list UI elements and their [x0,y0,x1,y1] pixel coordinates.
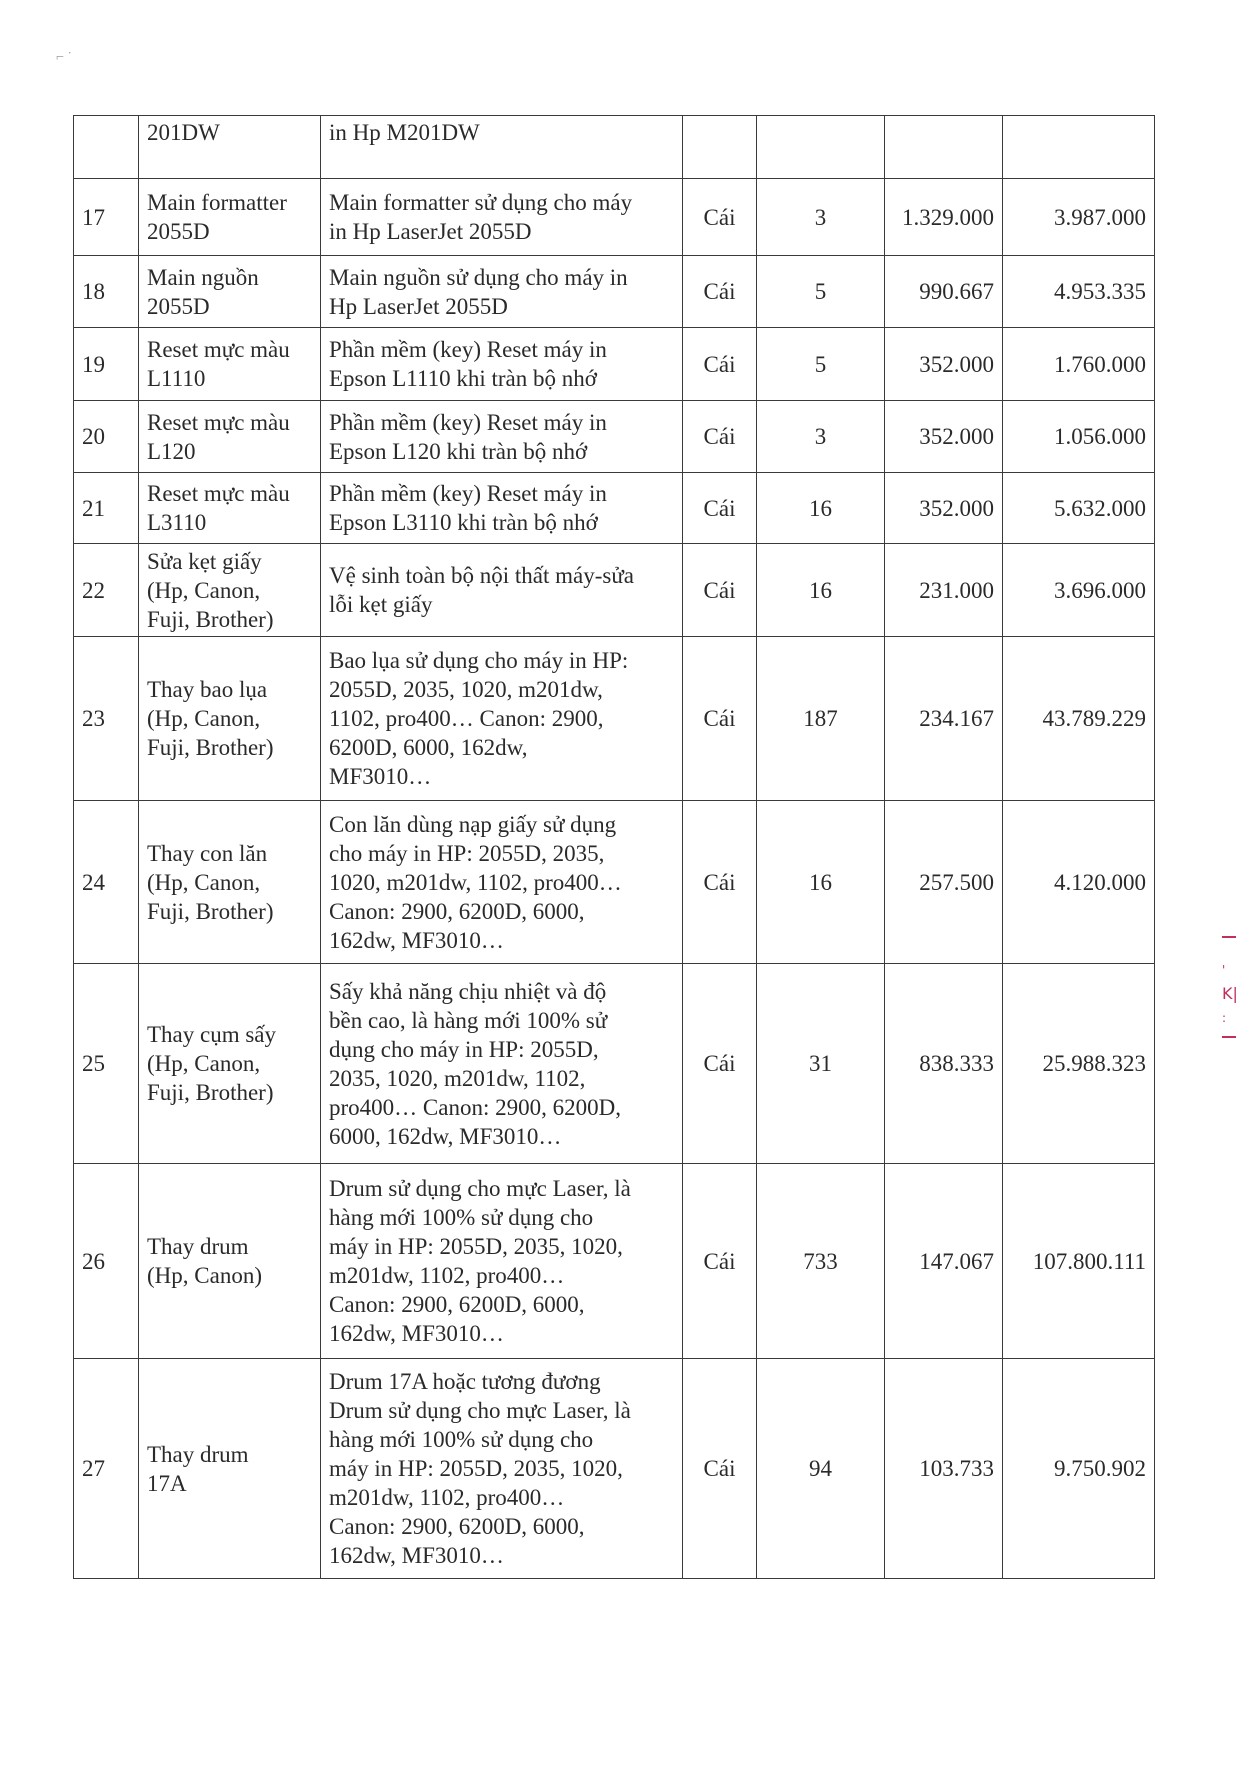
row-number [74,116,139,179]
item-name-line: (Hp, Canon, [147,577,261,603]
unit: Cái [683,401,757,473]
quantity: 733 [757,1164,885,1359]
red-pen-mark: : [1222,1011,1227,1025]
table-row [74,401,1155,473]
item-name [139,964,321,1164]
item-description-line: Drum sử dụng cho mực Laser, là [329,1176,631,1201]
row-number: 26 [74,1164,139,1359]
scan-artifact-mark: ⌐ ˙ [56,50,73,65]
item-name-line: Fuji, Brother) [147,1080,274,1105]
item-name-line: (Hp, Canon) [147,1263,262,1288]
red-pen-mark: ' [1222,963,1226,977]
item-description-line: Vệ sinh toàn bộ nội thất máy-sửa [329,563,635,588]
red-pen-mark: K| [1222,984,1238,1003]
item-description-line: Main formatter sử dụng cho máy [329,190,633,215]
unit-price: 838.333 [885,964,1003,1164]
item-description-line: Drum sử dụng cho mực Laser, là [329,1398,631,1423]
item-description-line: Main nguồn sử dụng cho máy in [329,264,628,290]
item-description-line: hàng mới 100% sử dụng cho [329,1205,594,1230]
unit-price: 352.000 [885,401,1003,473]
item-description [321,801,683,964]
item-name-line: Reset mực màu [147,337,290,362]
table-row [74,637,1155,801]
item-description-line: 2035, 1020, m201dw, 1102, [329,1065,586,1091]
item-name-line: Fuji, Brother) [147,735,274,760]
item-description-line: Canon: 2900, 6200D, 6000, [329,1514,585,1539]
item-name-line: Thay drum [147,1234,249,1259]
item-name-line: (Hp, Canon, [147,1051,261,1076]
item-name-line: (Hp, Canon, [147,869,261,895]
item-name-line: Sửa kẹt giấy [147,548,262,574]
line-total: 1.056.000 [1003,401,1155,473]
quantity: 3 [757,179,885,256]
quantity: 31 [757,964,885,1164]
table-row [74,964,1155,1164]
item-description-line: Epson L1110 khi tràn bộ nhớ [329,366,597,391]
row-number: 23 [74,637,139,801]
table-row [74,116,1155,179]
table-row [74,801,1155,964]
row-number: 21 [74,473,139,544]
unit-price: 103.733 [885,1359,1003,1579]
item-description-line: pro400… Canon: 2900, 6200D, [329,1094,621,1120]
item-name-line: Reset mực màu [147,481,290,506]
quantity: 5 [757,328,885,401]
line-total: 25.988.323 [1003,964,1155,1164]
line-total: 4.120.000 [1003,801,1155,964]
row-number: 20 [74,401,139,473]
item-name-line: (Hp, Canon, [147,706,261,731]
item-name [139,473,321,544]
unit-price: 231.000 [885,544,1003,637]
handwritten-margin-note [1222,930,1242,1130]
item-description [321,544,683,637]
item-name-line: 201DW [147,120,220,145]
quantity: 16 [757,801,885,964]
item-name [139,801,321,964]
line-total [1003,116,1155,179]
item-name [139,1164,321,1359]
item-description [321,637,683,801]
quantity: 5 [757,256,885,328]
red-pen-mark [1222,936,1236,938]
item-description-line: máy in HP: 2055D, 2035, 1020, [329,1234,623,1259]
item-description-line: hàng mới 100% sử dụng cho [329,1427,594,1452]
item-description-line: máy in HP: 2055D, 2035, 1020, [329,1456,623,1481]
item-description [321,964,683,1164]
item-description [321,473,683,544]
item-name [139,328,321,401]
unit-price: 990.667 [885,256,1003,328]
item-description-line: lỗi kẹt giấy [329,592,433,617]
item-description-line: 162dw, MF3010… [329,1543,504,1568]
item-description [321,179,683,256]
quantity: 3 [757,401,885,473]
quantity: 16 [757,473,885,544]
unit: Cái [683,1359,757,1579]
item-description-line: Canon: 2900, 6200D, 6000, [329,1292,585,1317]
unit: Cái [683,179,757,256]
red-pen-mark [1222,1036,1236,1038]
item-name-line: Thay cụm sấy [147,1022,277,1047]
item-description [321,401,683,473]
unit: Cái [683,473,757,544]
unit: Cái [683,328,757,401]
table-row [74,544,1155,637]
item-description-line: 2055D, 2035, 1020, m201dw, [329,677,603,702]
item-name-line: L1110 [147,366,206,391]
item-name-line: L120 [147,438,196,464]
line-total: 9.750.902 [1003,1359,1155,1579]
unit-price [885,116,1003,179]
item-description [321,1164,683,1359]
item-name [139,179,321,256]
item-name [139,1359,321,1579]
item-name [139,256,321,328]
line-total: 43.789.229 [1003,637,1155,801]
item-description-line: Con lăn dùng nạp giấy sử dụng [329,811,617,837]
table-row [74,256,1155,328]
item-name [139,544,321,637]
quantity [757,116,885,179]
quantity: 187 [757,637,885,801]
row-number: 22 [74,544,139,637]
item-description-line: Sấy khả năng chịu nhiệt và độ [329,978,607,1004]
row-number: 18 [74,256,139,328]
item-description-line: cho máy in HP: 2055D, 2035, [329,840,605,866]
item-name-line: Main formatter [147,190,287,215]
item-description-line: Epson L3110 khi tràn bộ nhớ [329,510,598,535]
item-description-line: bền cao, là hàng mới 100% sử [329,1007,608,1033]
item-description [321,116,683,179]
item-name [139,116,321,179]
line-total: 3.987.000 [1003,179,1155,256]
row-number: 25 [74,964,139,1164]
item-name-line: Fuji, Brother) [147,898,274,924]
unit: Cái [683,1164,757,1359]
unit-price: 234.167 [885,637,1003,801]
item-description-line: Canon: 2900, 6200D, 6000, [329,898,585,924]
item-description-line: 162dw, MF3010… [329,927,504,953]
item-description [321,328,683,401]
item-description-line: Phần mềm (key) Reset máy in [329,481,607,506]
table-row [74,328,1155,401]
item-name-line: Thay bao lụa [147,677,268,702]
item-name-line: L3110 [147,510,207,535]
item-name-line: Fuji, Brother) [147,606,274,632]
item-description-line: 162dw, MF3010… [329,1321,504,1346]
item-name-line: Reset mực màu [147,409,290,435]
unit: Cái [683,964,757,1164]
item-name [139,637,321,801]
row-number: 27 [74,1359,139,1579]
table-body [74,116,1155,1579]
table-row [74,179,1155,256]
row-number: 19 [74,328,139,401]
table-row [74,1359,1155,1579]
item-description-line: dụng cho máy in HP: 2055D, [329,1036,599,1062]
item-name-line: 2055D [147,293,210,319]
item-description-line: 1020, m201dw, 1102, pro400… [329,869,622,895]
item-description-line: in Hp LaserJet 2055D [329,219,532,244]
unit: Cái [683,544,757,637]
unit-price: 352.000 [885,328,1003,401]
unit-price: 257.500 [885,801,1003,964]
line-total: 1.760.000 [1003,328,1155,401]
line-total: 5.632.000 [1003,473,1155,544]
table-row [74,1164,1155,1359]
table-row [74,473,1155,544]
line-total: 4.953.335 [1003,256,1155,328]
item-description-line: 6000, 162dw, MF3010… [329,1123,562,1149]
item-description-line: Drum 17A hoặc tương đương [329,1369,601,1394]
unit-price: 1.329.000 [885,179,1003,256]
unit: Cái [683,801,757,964]
item-description-line: 6200D, 6000, 162dw, [329,735,528,760]
item-description-line: Phần mềm (key) Reset máy in [329,337,607,362]
unit: Cái [683,637,757,801]
item-description [321,256,683,328]
item-description-line: Phần mềm (key) Reset máy in [329,409,607,435]
item-name-line: Main nguồn [147,264,259,290]
unit-price: 147.067 [885,1164,1003,1359]
unit: Cái [683,256,757,328]
item-name-line: Thay drum [147,1441,249,1467]
item-description-line: Bao lụa sử dụng cho máy in HP: [329,648,629,673]
item-name-line: Thay con lăn [147,840,268,866]
item-description-line: MF3010… [329,764,432,789]
item-description-line: Hp LaserJet 2055D [329,293,508,319]
quantity: 94 [757,1359,885,1579]
item-name-line: 17A [147,1470,187,1496]
item-name [139,401,321,473]
item-description [321,1359,683,1579]
item-description-line: m201dw, 1102, pro400… [329,1485,565,1510]
unit-price: 352.000 [885,473,1003,544]
line-total: 107.800.111 [1003,1164,1155,1359]
item-description-line: 1102, pro400… Canon: 2900, [329,706,604,731]
item-description-line: m201dw, 1102, pro400… [329,1263,565,1288]
item-description-line: in Hp M201DW [329,120,480,145]
unit [683,116,757,179]
row-number: 24 [74,801,139,964]
quotation-table [73,115,1155,1579]
quantity: 16 [757,544,885,637]
item-description-line: Epson L120 khi tràn bộ nhớ [329,438,588,464]
row-number: 17 [74,179,139,256]
item-name-line: 2055D [147,219,210,244]
line-total: 3.696.000 [1003,544,1155,637]
